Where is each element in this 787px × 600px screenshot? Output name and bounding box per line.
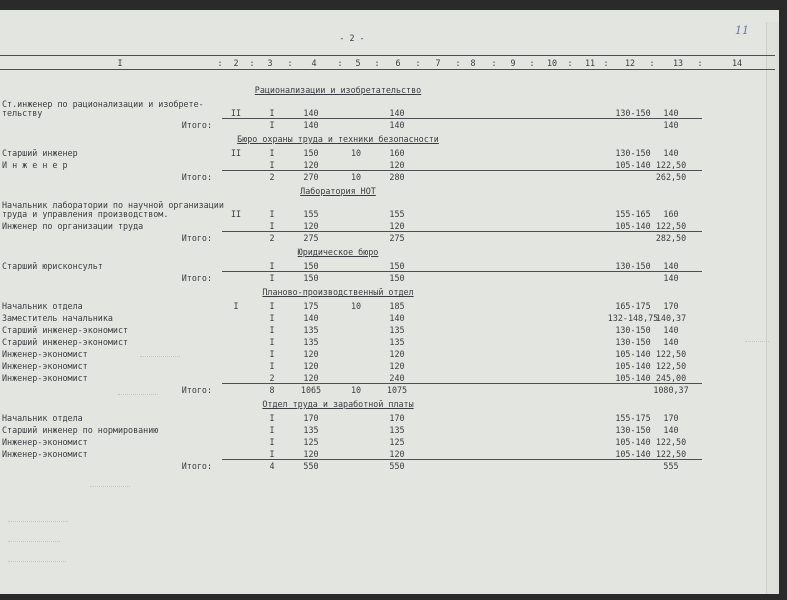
total-label: Итого: <box>181 233 212 243</box>
cell-average: 140 <box>663 325 679 335</box>
cell-total: 120 <box>389 160 405 170</box>
cell-average: 140 <box>663 148 679 158</box>
row-position-name: Инженер-экономист <box>2 361 88 371</box>
row-position-name: Старший инженер-экономист <box>2 325 129 335</box>
total-rule <box>222 383 702 384</box>
section-title: Планово-производственный отдел <box>262 287 414 297</box>
total-salary: 140 <box>303 120 319 130</box>
cell-salary: 120 <box>303 449 319 459</box>
cell-salary: 150 <box>303 148 319 158</box>
cell-average: 122,50 <box>655 221 687 231</box>
row-position-name: Заместитель начальника <box>2 313 113 323</box>
cell-total: 170 <box>389 413 405 423</box>
total-count: 8 <box>269 385 275 395</box>
cell-count: I <box>269 449 275 459</box>
cell-average: 170 <box>663 413 679 423</box>
cell-total: 140 <box>389 313 405 323</box>
cell-category: I <box>233 301 239 311</box>
total-salary: 270 <box>303 172 319 182</box>
row-position-name: Инженер-экономист <box>2 373 88 383</box>
sheet-edge <box>766 22 779 594</box>
cell-count: I <box>269 301 275 311</box>
row-position-name: И н ж е н е р <box>2 160 68 170</box>
cell-salary: 170 <box>303 413 319 423</box>
cell-salary: 120 <box>303 221 319 231</box>
column-header: 2 <box>233 58 239 68</box>
total-average: 555 <box>663 461 679 471</box>
cell-range: 165-175 <box>615 301 651 311</box>
row-position-name-line2: труда и управления производством. <box>2 209 169 219</box>
cell-count: I <box>269 413 275 423</box>
column-header: : <box>697 58 703 68</box>
header-bottom-rule <box>0 69 775 70</box>
cell-range: 132-148,75 <box>607 313 659 323</box>
cell-total: 120 <box>389 221 405 231</box>
cell-total: 160 <box>389 148 405 158</box>
cell-count: I <box>269 221 275 231</box>
cell-count: I <box>269 108 275 118</box>
total-count: 4 <box>269 461 275 471</box>
cell-salary: 150 <box>303 261 319 271</box>
cell-range: 105-140 <box>615 361 651 371</box>
total-rule <box>222 170 702 171</box>
cell-range: 130-150 <box>615 108 651 118</box>
total-sum: 140 <box>389 120 405 130</box>
cell-total: 125 <box>389 437 405 447</box>
cell-range: 130-150 <box>615 325 651 335</box>
cell-salary: 140 <box>303 313 319 323</box>
total-label: Итого: <box>181 172 212 182</box>
cell-range: 105-140 <box>615 160 651 170</box>
cell-count: I <box>269 325 275 335</box>
row-position-name: Инженер по организации труда <box>2 221 144 231</box>
cell-range: 155-165 <box>615 209 651 219</box>
cell-total: 120 <box>389 349 405 359</box>
cell-average: 140 <box>663 337 679 347</box>
column-header: : <box>415 58 421 68</box>
total-salary: 150 <box>303 273 319 283</box>
cell-category: II <box>230 209 242 219</box>
cell-total: 135 <box>389 425 405 435</box>
cell-range: 130-150 <box>615 425 651 435</box>
total-sum: 280 <box>389 172 405 182</box>
header-top-rule <box>0 55 775 56</box>
column-header: : <box>249 58 255 68</box>
cell-total: 140 <box>389 108 405 118</box>
column-header: 12 <box>624 58 636 68</box>
cell-total: 155 <box>389 209 405 219</box>
cell-count: I <box>269 437 275 447</box>
column-header: 14 <box>731 58 743 68</box>
section-title: Юридическое бюро <box>297 247 379 257</box>
cell-salary: 120 <box>303 373 319 383</box>
cell-range: 105-140 <box>615 437 651 447</box>
cell-average: 122,50 <box>655 449 687 459</box>
cell-total: 185 <box>389 301 405 311</box>
cell-count: I <box>269 209 275 219</box>
cell-average: 122,50 <box>655 437 687 447</box>
total-rule <box>222 459 702 460</box>
total-count: I <box>269 120 275 130</box>
row-position-name: Старший инженер по нормированию <box>2 425 159 435</box>
cell-bonus: 10 <box>350 301 362 311</box>
total-bonus: 10 <box>350 172 362 182</box>
cell-bonus: 10 <box>350 148 362 158</box>
total-rule <box>222 271 702 272</box>
cell-salary: 135 <box>303 337 319 347</box>
column-header: 7 <box>435 58 441 68</box>
column-header: : <box>649 58 655 68</box>
total-label: Итого: <box>181 120 212 130</box>
row-position-name: Начальник отдела <box>2 301 83 311</box>
total-label: Итого: <box>181 385 212 395</box>
total-average: 1080,37 <box>653 385 689 395</box>
cell-salary: 120 <box>303 349 319 359</box>
cell-salary: 140 <box>303 108 319 118</box>
column-header: 3 <box>267 58 273 68</box>
pencil-scribble <box>8 515 68 522</box>
row-position-name: Старший инженер <box>2 148 78 158</box>
page-number: - 2 - <box>339 33 365 43</box>
column-header: : <box>287 58 293 68</box>
column-header: 9 <box>510 58 516 68</box>
column-header: 11 <box>584 58 596 68</box>
total-count: I <box>269 273 275 283</box>
total-average: 140 <box>663 120 679 130</box>
cell-range: 130-150 <box>615 337 651 347</box>
column-header: : <box>217 58 223 68</box>
cell-salary: 155 <box>303 209 319 219</box>
row-position-name: Инженер-экономист <box>2 349 88 359</box>
total-count: 2 <box>269 172 275 182</box>
cell-range: 105-140 <box>615 349 651 359</box>
cell-salary: 120 <box>303 361 319 371</box>
cell-average: 140,37 <box>655 313 687 323</box>
total-salary: 275 <box>303 233 319 243</box>
cell-salary: 135 <box>303 425 319 435</box>
cell-range: 155-175 <box>615 413 651 423</box>
column-header: : <box>337 58 343 68</box>
cell-average: 122,50 <box>655 160 687 170</box>
total-average: 262,50 <box>655 172 687 182</box>
cell-average: 140 <box>663 425 679 435</box>
column-header: 4 <box>311 58 317 68</box>
row-position-name-line2: тельству <box>2 108 43 118</box>
pencil-scribble <box>8 555 66 562</box>
total-salary: 550 <box>303 461 319 471</box>
cell-total: 120 <box>389 361 405 371</box>
pencil-scribble <box>90 480 130 487</box>
total-average: 282,50 <box>655 233 687 243</box>
row-position-name: Ст.инженер по рационализации и изобрете- <box>2 99 204 109</box>
cell-range: 105-140 <box>615 221 651 231</box>
total-rule <box>222 118 702 119</box>
cell-range: 105-140 <box>615 449 651 459</box>
cell-total: 150 <box>389 261 405 271</box>
column-header: : <box>603 58 609 68</box>
pencil-scribble <box>118 388 158 395</box>
total-count: 2 <box>269 233 275 243</box>
cell-count: I <box>269 261 275 271</box>
cell-count: I <box>269 148 275 158</box>
cell-total: 135 <box>389 325 405 335</box>
row-position-name: Начальник отдела <box>2 413 83 423</box>
total-salary: 1065 <box>300 385 322 395</box>
cell-salary: 175 <box>303 301 319 311</box>
section-title: Лаборатория НОТ <box>300 186 376 196</box>
total-label: Итого: <box>181 273 212 283</box>
cell-total: 240 <box>389 373 405 383</box>
handwritten-page-mark: 11 <box>735 24 749 37</box>
section-title: Рационализации и изобретательство <box>254 85 422 95</box>
cell-salary: 125 <box>303 437 319 447</box>
total-sum: 275 <box>389 233 405 243</box>
column-header: : <box>374 58 380 68</box>
cell-average: 140 <box>663 261 679 271</box>
total-sum: 150 <box>389 273 405 283</box>
total-bonus: 10 <box>350 385 362 395</box>
column-header: : <box>529 58 535 68</box>
row-position-name: Старший юрисконсульт <box>2 261 103 271</box>
cell-average: 245,00 <box>655 373 687 383</box>
cell-salary: 120 <box>303 160 319 170</box>
cell-category: II <box>230 148 242 158</box>
pencil-scribble <box>745 335 769 342</box>
cell-range: 130-150 <box>615 261 651 271</box>
cell-average: 170 <box>663 301 679 311</box>
cell-range: 130-150 <box>615 148 651 158</box>
total-sum: 1075 <box>386 385 408 395</box>
cell-count: I <box>269 361 275 371</box>
cell-average: 140 <box>663 108 679 118</box>
cell-average: 160 <box>663 209 679 219</box>
row-position-name: Начальник лаборатории по научной организации <box>2 200 224 210</box>
cell-count: I <box>269 425 275 435</box>
section-title: Отдел труда и заработной платы <box>262 399 414 409</box>
section-title: Бюро охраны труда и техники безопасности <box>237 134 439 144</box>
cell-total: 120 <box>389 449 405 459</box>
column-header: I <box>117 58 123 68</box>
column-header: 5 <box>355 58 361 68</box>
document-page <box>0 10 779 594</box>
cell-average: 122,50 <box>655 349 687 359</box>
column-header: 13 <box>672 58 684 68</box>
row-position-name: Инженер-экономист <box>2 437 88 447</box>
cell-count: I <box>269 349 275 359</box>
cell-salary: 135 <box>303 325 319 335</box>
total-sum: 550 <box>389 461 405 471</box>
column-header: 8 <box>470 58 476 68</box>
total-rule <box>222 231 702 232</box>
column-header: 6 <box>395 58 401 68</box>
column-header: : <box>567 58 573 68</box>
cell-category: II <box>230 108 242 118</box>
cell-count: I <box>269 337 275 347</box>
cell-range: 105-140 <box>615 373 651 383</box>
total-average: 140 <box>663 273 679 283</box>
cell-count: I <box>269 160 275 170</box>
cell-count: I <box>269 313 275 323</box>
cell-average: 122,50 <box>655 361 687 371</box>
row-position-name: Инженер-экономист <box>2 449 88 459</box>
column-header: : <box>491 58 497 68</box>
row-position-name: Старший инженер-экономист <box>2 337 129 347</box>
cell-count: 2 <box>269 373 275 383</box>
pencil-scribble <box>8 535 60 542</box>
column-header: 10 <box>546 58 558 68</box>
cell-total: 135 <box>389 337 405 347</box>
total-label: Итого: <box>181 461 212 471</box>
pencil-scribble <box>140 350 180 357</box>
column-header: : <box>455 58 461 68</box>
